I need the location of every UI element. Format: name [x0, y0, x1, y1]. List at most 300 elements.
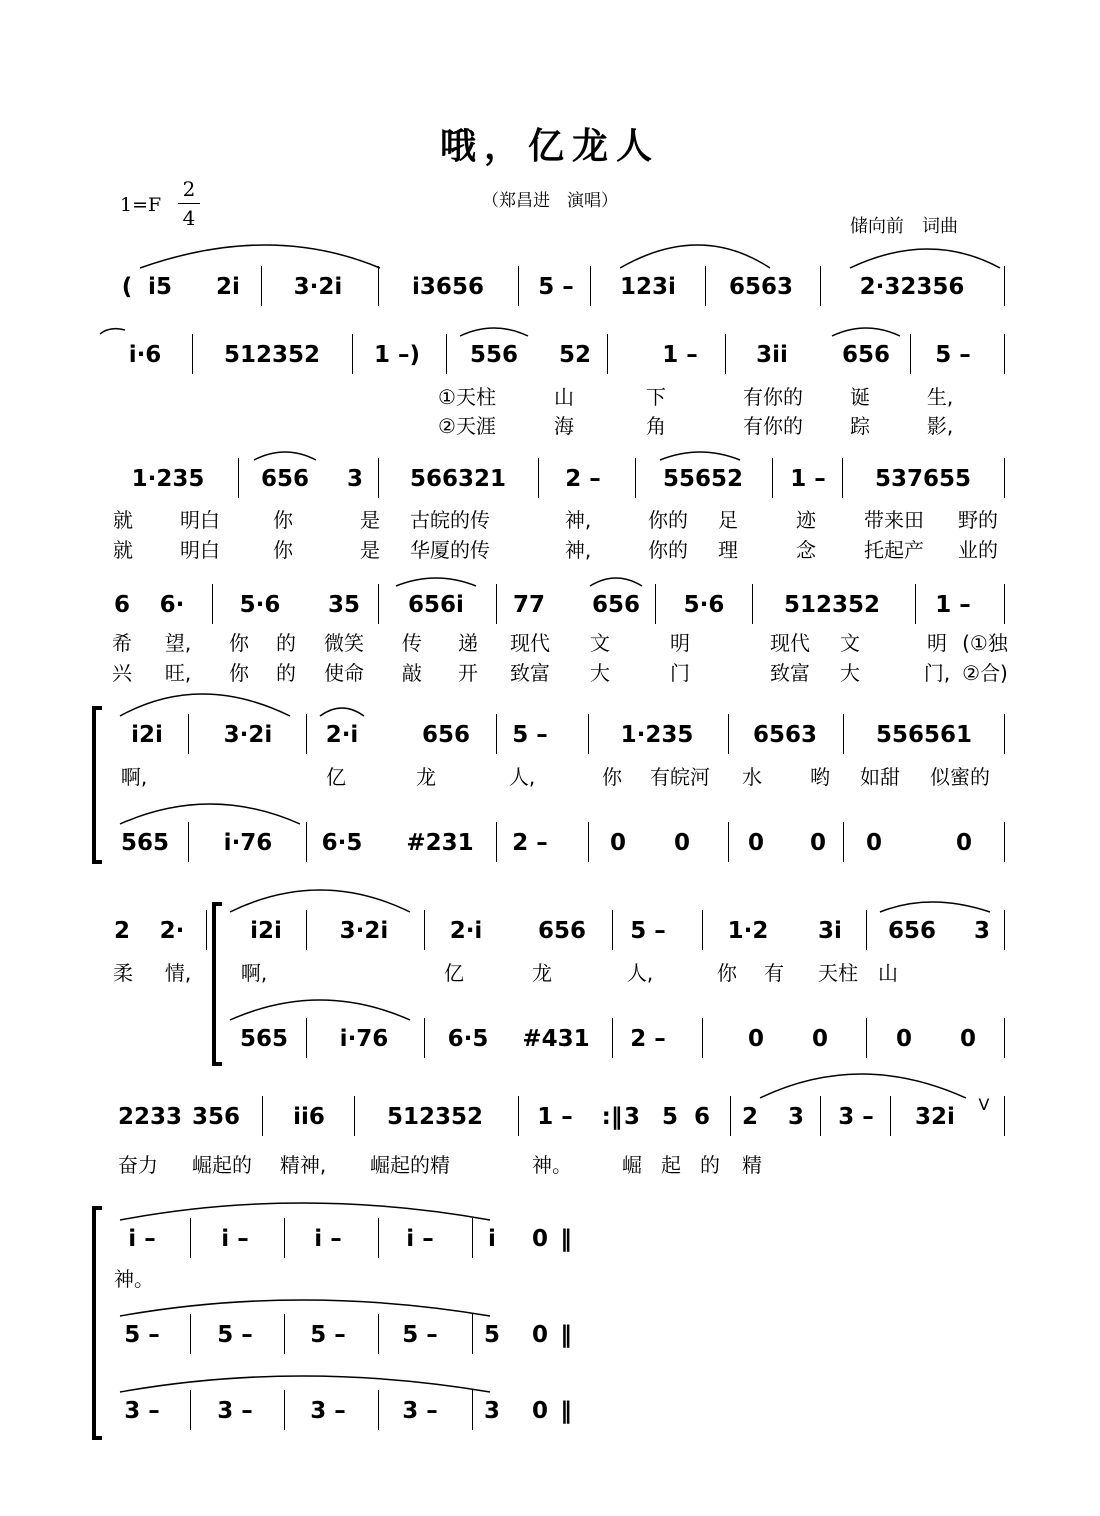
lyric-syllable: 托起产	[864, 538, 924, 562]
lyric-syllable: ①天柱	[438, 385, 496, 409]
barline	[472, 1390, 473, 1430]
lyric-syllable: (①独	[962, 631, 1008, 655]
barline	[820, 266, 821, 306]
note-group: 2	[741, 1104, 759, 1130]
note-group: 5·6	[239, 592, 281, 618]
barline	[842, 458, 843, 498]
lyric-syllable: 就	[113, 508, 133, 532]
note-group: 512352	[386, 1104, 484, 1130]
note-group: 512352	[223, 342, 321, 368]
barline	[518, 266, 519, 306]
lyric-syllable: 使命	[324, 661, 364, 685]
note-group: i2i	[131, 722, 163, 748]
note-group: i3656	[412, 274, 484, 300]
barline	[702, 910, 703, 950]
lyric-syllable: 你	[717, 961, 737, 985]
note-group: 1·235	[620, 722, 694, 748]
note-group: 77	[512, 592, 546, 618]
slur	[832, 328, 900, 336]
barline	[212, 584, 213, 624]
note-group: 565	[120, 830, 170, 856]
note-group: 2 –	[512, 830, 548, 856]
system-7-melody	[0, 1095, 1100, 1134]
lyrics-verse-2	[0, 535, 1100, 565]
tie	[120, 1300, 490, 1316]
barline	[866, 1018, 867, 1058]
barline	[1004, 1096, 1005, 1136]
lyric-syllable: 精	[742, 1153, 762, 1177]
barline	[588, 714, 589, 754]
lyric-syllable: 传	[402, 631, 422, 655]
note-group: i·76	[223, 830, 273, 856]
lyric-syllable: 你	[273, 508, 293, 532]
barline	[588, 822, 589, 862]
lyric-syllable: 亿	[326, 765, 346, 789]
note-group: 2·i	[325, 722, 359, 748]
lyric-syllable: 明白	[180, 508, 220, 532]
note-group: 1 –	[537, 1104, 573, 1130]
barline	[655, 584, 656, 624]
slur	[460, 328, 528, 336]
note-group: 5·6	[683, 592, 725, 618]
barline	[1004, 584, 1005, 624]
lyric-syllable: 啊,	[120, 765, 148, 789]
note-group: 2·i	[449, 918, 483, 944]
note-group: 0	[959, 1026, 977, 1052]
barline	[306, 910, 307, 950]
lyrics-coda	[0, 1150, 1100, 1180]
note-group: ii6	[293, 1104, 325, 1130]
lyrics-chorus	[0, 762, 1100, 792]
lyric-syllable: 华厦的传	[410, 538, 490, 562]
note-group: 356	[191, 1104, 241, 1130]
barline	[702, 1018, 703, 1058]
lyrics-ending	[0, 1264, 1100, 1294]
note-group: i2i	[250, 918, 282, 944]
lyric-syllable: 足	[718, 508, 738, 532]
lyric-syllable: 人,	[508, 765, 536, 789]
note-group: 0	[809, 830, 827, 856]
barline	[378, 1390, 379, 1430]
lyric-syllable: 旺,	[164, 661, 192, 685]
lyric-syllable: 崛起的精	[370, 1153, 450, 1177]
song-title: 哦，亿龙人	[439, 125, 660, 167]
note-group: 512352	[783, 592, 881, 618]
slur	[880, 902, 990, 912]
slur	[620, 245, 770, 268]
lyric-syllable: 望,	[164, 631, 192, 655]
note-group: 52	[558, 342, 592, 368]
note-group: 566321	[409, 466, 507, 492]
note-group: i·76	[339, 1026, 389, 1052]
note-group: 2 –	[565, 466, 601, 492]
lyric-syllable: 古皖的传	[410, 508, 490, 532]
note-group: 3	[973, 918, 991, 944]
note-group: 0	[865, 830, 883, 856]
breath-mark: V	[978, 1095, 990, 1114]
slur	[660, 452, 740, 460]
barline	[1004, 822, 1005, 862]
barline	[1004, 1018, 1005, 1058]
lyric-syllable: 明	[927, 631, 947, 655]
barline	[728, 714, 729, 754]
barline	[378, 1314, 379, 1354]
note-group: 6	[693, 1104, 711, 1130]
note-group: 2i	[216, 274, 240, 300]
lyric-syllable: 大	[840, 661, 860, 685]
lyric-syllable: ②天涯	[438, 414, 496, 438]
barline	[472, 1314, 473, 1354]
lyric-syllable: 理	[718, 538, 738, 562]
note-group: 55652	[662, 466, 744, 492]
barline	[424, 910, 425, 950]
barline	[378, 1218, 379, 1258]
note-group: 3	[623, 1104, 641, 1130]
barline	[188, 822, 189, 862]
slur	[140, 245, 380, 268]
barline	[538, 458, 539, 498]
note-group: 5 –	[538, 274, 574, 300]
lyric-syllable: 是	[360, 508, 380, 532]
note-group: 5 –	[935, 342, 971, 368]
note-group: 537655	[874, 466, 972, 492]
barline	[190, 1314, 191, 1354]
note-group: 0	[609, 830, 627, 856]
note-group: 656	[260, 466, 310, 492]
note-group: 3 –	[124, 1398, 160, 1424]
key-signature: 1=F	[120, 194, 162, 216]
lyric-syllable: 现代	[510, 631, 550, 655]
system-6-voice-1	[0, 914, 1100, 948]
final-barline: ‖	[560, 1322, 572, 1348]
lyric-syllable: 情,	[164, 961, 192, 985]
final-barline: ‖	[560, 1398, 572, 1424]
barline	[1004, 334, 1005, 374]
note-group: 123i	[620, 274, 676, 300]
lyric-syllable: ②合)	[962, 661, 1008, 685]
note-group: 3·2i	[223, 722, 273, 748]
system-8-voice-1	[0, 1222, 1100, 1256]
slur	[320, 708, 364, 716]
lyric-syllable: 海	[554, 414, 574, 438]
barline	[635, 458, 636, 498]
note-group: i	[488, 1226, 496, 1252]
lyric-syllable: 如甜	[860, 765, 900, 789]
barline	[306, 1018, 307, 1058]
note-group: 5 –	[512, 722, 548, 748]
repeat-sign: :‖	[601, 1104, 623, 1130]
barline	[306, 822, 307, 862]
note-group: i –	[221, 1226, 249, 1252]
note-group: i –	[128, 1226, 156, 1252]
time-signature	[178, 176, 200, 231]
note-group: 5 –	[310, 1322, 346, 1348]
note-group: 3	[787, 1104, 805, 1130]
note-group: 1 –)	[373, 342, 421, 368]
note-group: 656	[537, 918, 587, 944]
barline	[496, 714, 497, 754]
lyric-syllable: 有你的	[743, 414, 803, 438]
system-8-voice-3	[0, 1394, 1100, 1428]
system-5-voice-2	[0, 826, 1100, 860]
lyric-syllable: 念	[796, 538, 816, 562]
barline	[607, 334, 608, 374]
note-group: #431	[522, 1026, 590, 1052]
lyric-syllable: 天柱	[818, 961, 858, 985]
barline	[354, 1096, 355, 1136]
system-8-voice-2	[0, 1318, 1100, 1352]
note-group: 0	[531, 1322, 549, 1348]
lyric-syllable: 开	[458, 661, 478, 685]
note-group: 0	[531, 1398, 549, 1424]
barline	[378, 584, 379, 624]
lyric-syllable: 递	[458, 631, 478, 655]
lyrics-verse-1	[0, 505, 1100, 535]
barline	[910, 334, 911, 374]
lyric-syllable: 门,	[923, 661, 951, 685]
note-group: 3	[483, 1398, 501, 1424]
lyric-syllable: 精神,	[279, 1153, 327, 1177]
note-group: i·6	[128, 342, 162, 368]
lyric-syllable: 你的	[648, 508, 688, 532]
barline	[261, 266, 262, 306]
note-group: 5	[483, 1322, 501, 1348]
lyric-syllable: 啊,	[240, 961, 268, 985]
system-2-melody	[0, 338, 1100, 372]
lyric-syllable: 生,	[926, 385, 954, 409]
note-group: 32i	[915, 1104, 955, 1130]
lyric-syllable: 有你的	[743, 385, 803, 409]
barline	[728, 822, 729, 862]
lyric-syllable: 迹	[796, 508, 816, 532]
note-group: 3 –	[217, 1398, 253, 1424]
note-group: i –	[314, 1226, 342, 1252]
barline	[590, 266, 591, 306]
lyric-syllable: 野的	[958, 508, 998, 532]
lyric-syllable: 神,	[564, 538, 592, 562]
note-group: 5	[661, 1104, 679, 1130]
note-group: 2 –	[630, 1026, 666, 1052]
lyric-syllable: 你	[229, 661, 249, 685]
lyric-syllable: 人,	[626, 961, 654, 985]
note-group: 3i	[818, 918, 842, 944]
barline	[284, 1390, 285, 1430]
lyric-syllable: 带来田	[864, 508, 924, 532]
lyric-syllable: 你的	[648, 538, 688, 562]
barline	[1004, 714, 1005, 754]
note-group: 6·5	[321, 830, 363, 856]
lyric-syllable: 龙	[416, 765, 436, 789]
system-5-voice-1	[0, 718, 1100, 752]
barline	[446, 334, 447, 374]
barline	[192, 334, 193, 374]
barline	[772, 458, 773, 498]
note-group: 0	[747, 830, 765, 856]
note-group: 556	[469, 342, 519, 368]
slur	[760, 1074, 966, 1098]
lyric-syllable: 就	[113, 538, 133, 562]
lyric-syllable: 你	[602, 765, 622, 789]
lyric-syllable: 敲	[402, 661, 422, 685]
note-group: 656i	[408, 592, 464, 618]
lyric-syllable: 明	[670, 631, 690, 655]
lyric-syllable: 下	[646, 385, 666, 409]
time-signature-divider	[178, 203, 200, 204]
barline	[190, 1390, 191, 1430]
barline	[496, 584, 497, 624]
lyric-syllable: 起	[661, 1153, 681, 1177]
lyric-syllable: 的	[276, 661, 296, 685]
note-group: 1 –	[790, 466, 826, 492]
lyric-syllable: 微笑	[324, 631, 364, 655]
lyric-syllable: 的	[276, 631, 296, 655]
note-group: 556561	[875, 722, 973, 748]
note-group: #231	[406, 830, 474, 856]
slur	[254, 452, 316, 460]
note-group: 2233	[117, 1104, 183, 1130]
note-group: 5 –	[124, 1322, 160, 1348]
barline	[890, 1096, 891, 1136]
slur	[230, 1000, 410, 1020]
composer-credit: 储向前 词曲	[850, 216, 958, 237]
note-group: 3ii	[756, 342, 788, 368]
tie	[120, 1203, 490, 1220]
barline	[518, 1096, 519, 1136]
barline	[262, 1096, 263, 1136]
note-group: (	[121, 274, 133, 300]
lyrics-verse-2	[0, 658, 1100, 688]
barline	[472, 1218, 473, 1258]
note-group: 3 –	[402, 1398, 438, 1424]
lyric-syllable: 影,	[926, 414, 954, 438]
barline	[1004, 266, 1005, 306]
note-group: 0	[955, 830, 973, 856]
barline	[1004, 458, 1005, 498]
barline	[843, 822, 844, 862]
note-group: 656	[841, 342, 891, 368]
note-group: 656	[421, 722, 471, 748]
lyric-syllable: 柔	[113, 961, 133, 985]
barline	[820, 1096, 821, 1136]
lyric-syllable: 致富	[510, 661, 550, 685]
note-group: 6	[113, 592, 131, 618]
barline	[306, 714, 307, 754]
lyric-syllable: 有	[764, 961, 784, 985]
note-group: i –	[406, 1226, 434, 1252]
barline	[730, 1096, 731, 1136]
barline	[284, 1218, 285, 1258]
lyric-syllable: 门	[670, 661, 690, 685]
time-signature-top: 2	[182, 177, 196, 201]
note-group: 1 –	[662, 342, 698, 368]
lyrics-chorus	[0, 958, 1100, 988]
lyric-syllable: 角	[646, 414, 666, 438]
barline	[752, 584, 753, 624]
note-group: 1 –	[935, 592, 971, 618]
lyric-syllable: 山	[554, 385, 574, 409]
lyric-syllable: 崛	[622, 1153, 642, 1177]
note-group: 2·	[159, 918, 185, 944]
note-group: 1·2	[727, 918, 769, 944]
slur	[850, 249, 1000, 268]
lyric-syllable: 现代	[770, 631, 810, 655]
lyric-syllable: 水	[742, 765, 762, 789]
lyrics-verse-1	[0, 628, 1100, 658]
lyric-syllable: 的	[700, 1153, 720, 1177]
note-group: 0	[895, 1026, 913, 1052]
lyric-syllable: 神。	[114, 1267, 154, 1291]
lyric-syllable: 文	[840, 631, 860, 655]
note-group: 2·32356	[859, 274, 965, 300]
slur	[100, 329, 125, 334]
lyric-syllable: 兴	[112, 661, 132, 685]
lyric-syllable: 神。	[532, 1153, 572, 1177]
note-group: 0	[747, 1026, 765, 1052]
system-4-melody	[0, 588, 1100, 622]
lyric-syllable: 有皖河	[650, 765, 710, 789]
note-group: 3 –	[838, 1104, 874, 1130]
note-group: 5 –	[402, 1322, 438, 1348]
lyric-syllable: 龙	[532, 961, 552, 985]
barline	[424, 1018, 425, 1058]
barline	[705, 266, 706, 306]
system-6-voice-2	[0, 1022, 1100, 1056]
barline	[915, 584, 916, 624]
barline	[725, 334, 726, 374]
barline	[238, 458, 239, 498]
lyric-syllable: 你	[229, 631, 249, 655]
barline	[612, 1018, 613, 1058]
barline	[496, 822, 497, 862]
lyrics-verse-2	[0, 411, 1100, 441]
lyric-syllable: 亿	[444, 961, 464, 985]
lyric-syllable: 你	[273, 538, 293, 562]
lyrics-verse-1	[0, 382, 1100, 412]
note-group: 5 –	[217, 1322, 253, 1348]
lyric-syllable: 奋力	[118, 1153, 158, 1177]
note-group: 1·235	[131, 466, 205, 492]
note-group: 656	[591, 592, 641, 618]
lyric-syllable: 哟	[810, 765, 830, 789]
note-group: 6·5	[447, 1026, 489, 1052]
note-group: 35	[327, 592, 361, 618]
lyric-syllable: 大	[590, 661, 610, 685]
slur	[590, 578, 642, 586]
final-barline: ‖	[560, 1226, 572, 1252]
note-group: 565	[239, 1026, 289, 1052]
lyric-syllable: 崛起的	[192, 1153, 252, 1177]
slur	[120, 804, 300, 824]
time-signature-bottom: 4	[182, 206, 196, 230]
note-group: 6·	[159, 592, 185, 618]
lyric-syllable: 文	[590, 631, 610, 655]
lyric-syllable: 业的	[958, 538, 998, 562]
note-group: 0	[673, 830, 691, 856]
note-group: 2	[113, 918, 131, 944]
lyric-syllable: 希	[112, 631, 132, 655]
lyric-syllable: 明白	[180, 538, 220, 562]
barline	[352, 334, 353, 374]
lyric-syllable: 神,	[564, 508, 592, 532]
barline	[188, 714, 189, 754]
note-group: 6563	[752, 722, 818, 748]
note-group: 0	[531, 1226, 549, 1252]
system-1-melody	[0, 270, 1100, 304]
note-group: i5	[148, 274, 172, 300]
note-group: 6563	[728, 274, 794, 300]
lyric-syllable: 踪	[850, 414, 870, 438]
barline	[206, 910, 207, 950]
